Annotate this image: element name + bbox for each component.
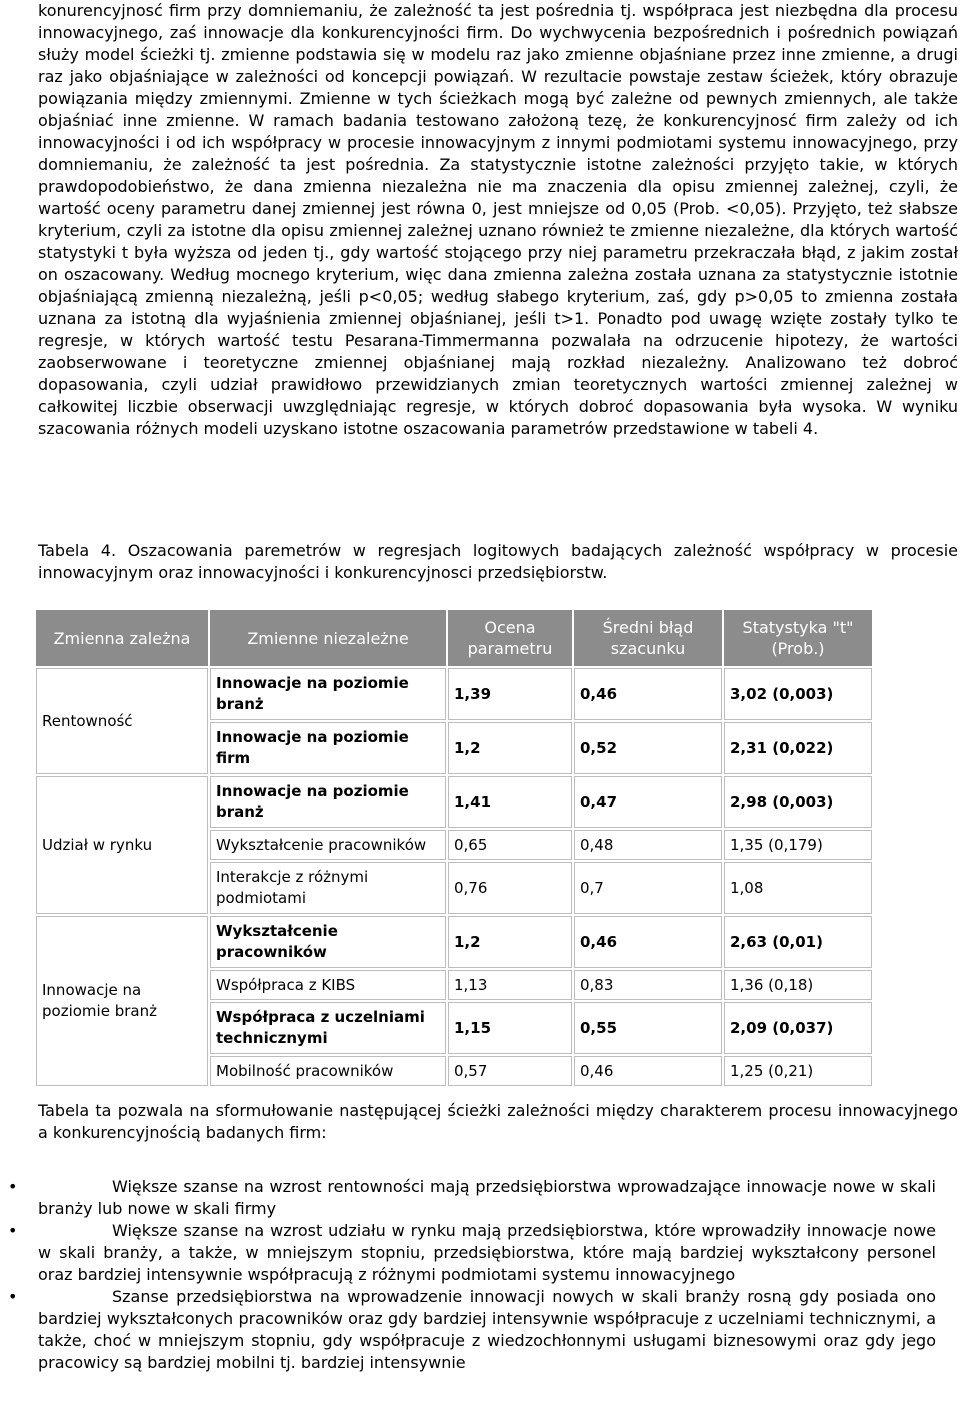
estimate-cell: 0,65 (448, 830, 572, 860)
estimate-cell: 1,15 (448, 1002, 572, 1054)
se-cell: 0,55 (574, 1002, 722, 1054)
estimate-cell: 1,2 (448, 722, 572, 774)
var-cell: Współpraca z KIBS (210, 970, 446, 1000)
se-cell: 0,52 (574, 722, 722, 774)
table-row (36, 668, 872, 720)
var-cell: Innowacje na poziomie branż (210, 668, 446, 720)
list-item (0, 1176, 936, 1220)
var-cell: Współpraca z uczelniami technicznymi (210, 1002, 446, 1054)
list-item (0, 1286, 936, 1374)
estimate-cell: 1,41 (448, 776, 572, 828)
se-cell: 0,46 (574, 916, 722, 968)
bullet-icon: • (8, 1221, 18, 1240)
t-cell: 2,98 (0,003) (724, 776, 872, 828)
table-caption: Tabela 4. Oszacowania paremetrów w regresjach logitowych badających zależność współpracy w procesie innowacyjnym oraz innowacyjności i konkurencyjnosci przedsiębiorstw. (38, 541, 958, 582)
bullet-icon: • (8, 1177, 18, 1196)
var-cell: Interakcje z różnymi podmiotami (210, 862, 446, 914)
estimate-cell: 0,57 (448, 1056, 572, 1086)
var-cell: Innowacje na poziomie firm (210, 722, 446, 774)
var-cell: Mobilność pracowników (210, 1056, 446, 1086)
header-estimate: Ocena parametru (448, 610, 572, 666)
table-row (36, 776, 872, 828)
intro-paragraph: konurencyjnosć firm przy domniemaniu, że zależność ta jest pośrednia tj. współpraca jest niezbędna dla procesu innowacyjnego, zaś innowacje dla konkurencyjności firm. Do wychwycenia bezpośrednich i pośrednich powiązań służy model ścieżki tj. zmienne podstawia się w modelu raz jako zmienne objaśniane przez inne zmienne, a drugi raz jako objaśniające w zależności od koncepcji powiązań. W rezultacie powstaje zestaw ścieżek, który obrazuje powiązania między zmiennymi. Zmienne w tych ścieżkach mogą być zależne od pewnych zmiennych, ale także objaśniać inne zmienne. W ramach badania testowano założoną tezę, że konkurencyjnosć firm zależy od ich innowacyjności i od ich współpracy w procesie innowacyjnym z innymi podmiotami systemu innowacyjnego, przy domniemaniu, że zależność ta jest pośrednia. Za statystycznie istotne zależności przyjęto takie, w których prawdopodobieństwo, że dana zmienna niezależna nie ma znaczenia dla opisu zmiennej zależnej, czyli, że wartość oceny parametru danej zmiennej jest równa 0, jest mniejsze od 0,05 (Prob. <0,05). Przyjęto, też słabsze kryterium, czyli za istotne dla opisu zmiennej zależnej uznano również te zmienne niezależne, dla których wartość statystyki t była wyższa od jeden tj., gdy wartość stojącego przy niej parametru przekraczała błąd, z jakim został on oszacowany. Według mocnego kryterium, więc dana zmienna zależna została uznana za statystycznie istotnie objaśniającą zmienną niezależną, jeśli p<0,05; według słabego kryterium, zaś, gdy p>0,05 to zmienna została uznana za istotną dla wyjaśnienia zmiennej objaśnianej, jeśli t>1. Ponadto pod uwagę wzięte zostały tylko te regresje, w których wartość testu Pesarana-Timmermanna pozwalała na odrzucenie hipotezy, że wartości zaobserwowane i teoretyczne zmiennej objaśnianej mają rozkład niezależny. Analizowano też dobroć dopasowania, czyli udział prawidłowo przewidzianych zmian teoretycznych wartości zmiennej zależnej w całkowitej liczbie obserwacji uwzględniając regresje, w których dobroć dopasowania była wysoka. W wyniku szacowania różnych modeli uzyskano istotne oszacowania parametrów przedstawione w tabeli 4. (38, 1, 958, 438)
dependent-cell: Udział w rynku (36, 776, 208, 914)
se-cell: 0,7 (574, 862, 722, 914)
table-header-row (36, 610, 872, 666)
estimate-cell: 1,2 (448, 916, 572, 968)
list-item-text: Większe szanse na wzrost rentowności mają przedsiębiorstwa wprowadzające innowacje nowe w skali branży lub nowe w skali firmy (38, 1177, 936, 1218)
t-cell: 1,36 (0,18) (724, 970, 872, 1000)
estimate-cell: 0,76 (448, 862, 572, 914)
se-cell: 0,46 (574, 1056, 722, 1086)
header-std-error: Średni błąd szacunku (574, 610, 722, 666)
header-dependent: Zmienna zależna (36, 610, 208, 666)
estimate-cell: 1,39 (448, 668, 572, 720)
var-cell: Innowacje na poziomie branż (210, 776, 446, 828)
results-table (34, 608, 874, 1088)
header-independent: Zmienne niezależne (210, 610, 446, 666)
se-cell: 0,47 (574, 776, 722, 828)
dependent-cell: Innowacje na poziomie branż (36, 916, 208, 1086)
table-row (36, 916, 872, 968)
var-cell: Wykształcenie pracowników (210, 830, 446, 860)
header-t-stat: Statystyka "t" (Prob.) (724, 610, 872, 666)
list-item-text: Większe szanse na wzrost udziału w rynku mają przedsiębiorstwa, które wprowadziły innowacje nowe w skali branży, a także, w mniejszym stopniu, przedsiębiorstwa, które mają bardziej wykształcony personel oraz bardziej intensywnie współpracują z różnymi podmiotami systemu innowacyjnego (38, 1221, 936, 1284)
var-cell: Wykształcenie pracowników (210, 916, 446, 968)
findings-list (0, 1176, 960, 1374)
t-cell: 1,25 (0,21) (724, 1056, 872, 1086)
bullet-icon: • (8, 1287, 18, 1306)
list-item-text: Szanse przedsiębiorstwa na wprowadzenie innowacji nowych w skali branży rosną gdy posiada ono bardziej wykształconych pracowników oraz gdy bardziej intensywnie współpracuje z uczelniami technicznymi, a także, choć w mniejszym stopniu, gdy współpracuje z wiedzochłonnymi usługami biznesowymi oraz gdy jego pracowicy są bardziej mobilni tj. bardziej intensywnie (38, 1287, 936, 1372)
se-cell: 0,46 (574, 668, 722, 720)
t-cell: 1,08 (724, 862, 872, 914)
conclusion-paragraph: Tabela ta pozwala na sformułowanie następującej ścieżki zależności między charakterem procesu innowacyjnego a konkurencyjnością badanych firm: (38, 1101, 958, 1142)
dependent-cell: Rentowność (36, 668, 208, 774)
t-cell: 2,31 (0,022) (724, 722, 872, 774)
t-cell: 3,02 (0,003) (724, 668, 872, 720)
t-cell: 2,63 (0,01) (724, 916, 872, 968)
t-cell: 1,35 (0,179) (724, 830, 872, 860)
se-cell: 0,83 (574, 970, 722, 1000)
t-cell: 2,09 (0,037) (724, 1002, 872, 1054)
list-item (0, 1220, 936, 1286)
estimate-cell: 1,13 (448, 970, 572, 1000)
se-cell: 0,48 (574, 830, 722, 860)
